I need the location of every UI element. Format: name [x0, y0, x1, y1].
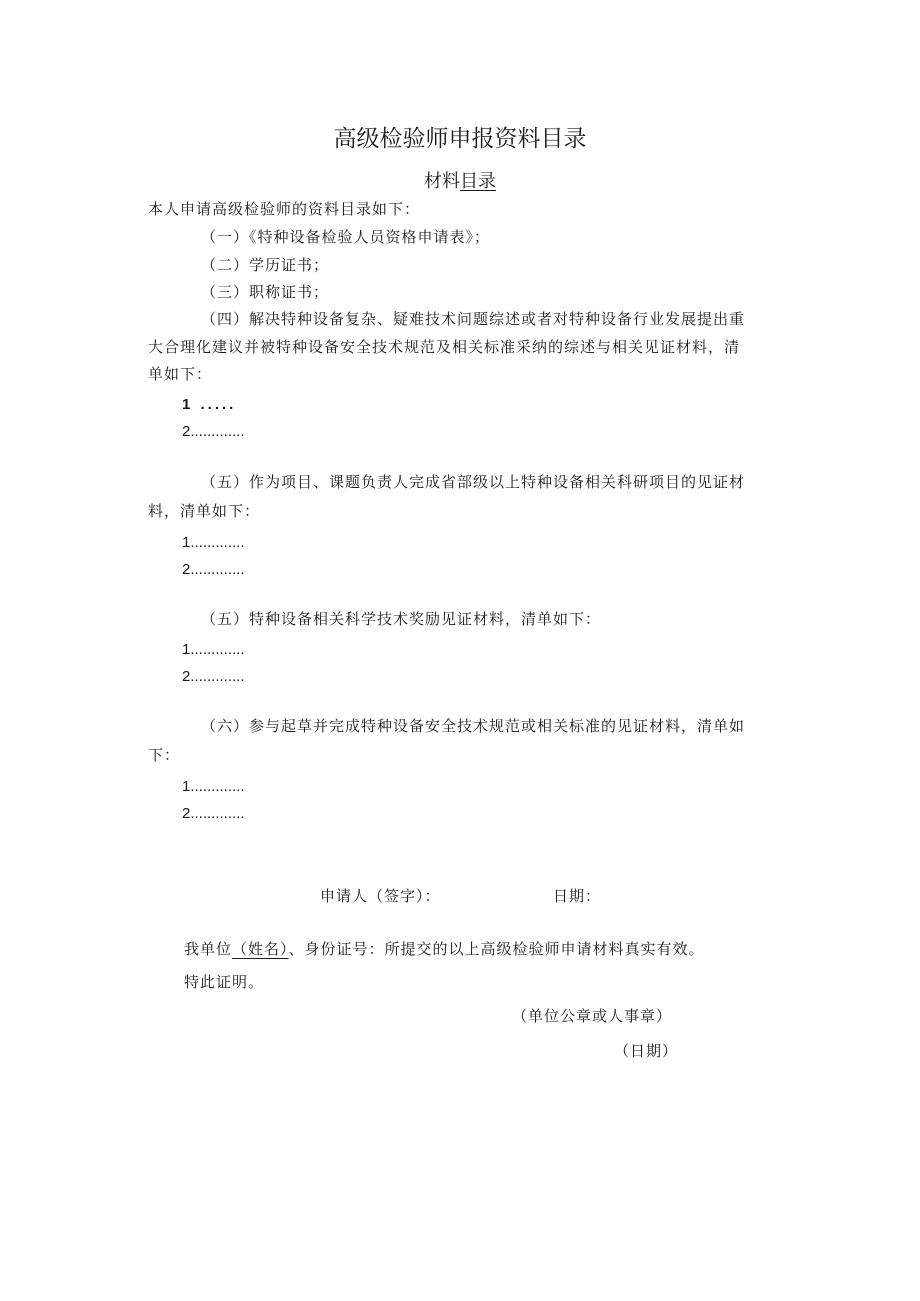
item-5a-line-2: 料，清单如下：	[148, 502, 261, 520]
item-2: （二）学历证书；	[201, 256, 330, 274]
certification-statement	[184, 939, 705, 959]
subtitle-underlined: 目录	[460, 171, 496, 192]
name-field: （姓名）	[232, 940, 289, 958]
item-4-line-1: （四）解决特种设备复杂、疑难技术问题综述或者对特种设备行业发展提出重	[201, 310, 746, 328]
certification-date-label: （日期）	[614, 1042, 679, 1060]
item-4-list-2: 2.............	[182, 423, 245, 440]
item-5a-list-2: 2.............	[182, 561, 245, 578]
document-subtitle	[0, 170, 920, 194]
item-6-line-2: 下：	[148, 746, 181, 764]
item-3: （三）职称证书；	[201, 283, 330, 301]
item-5a-line-1: （五）作为项目、课题负责人完成省部级以上特种设备相关科研项目的见证材	[201, 473, 746, 491]
item-6-list-1: 1.............	[182, 778, 245, 795]
subtitle-prefix: 材料	[424, 171, 460, 192]
signature-date-label: 日期：	[553, 887, 602, 905]
unit-seal-label: （单位公章或人事章）	[512, 1007, 673, 1025]
applicant-signature-label: 申请人（签字）：	[320, 887, 441, 905]
certification-suffix: 、身份证号：所提交的以上高级检验师申请材料真实有效。	[288, 940, 705, 958]
item-5b-list-1: 1.............	[182, 641, 245, 658]
item-4-list-1: 1 .....	[182, 396, 237, 413]
item-1: （一）《特种设备检验人员资格申请表》；	[201, 228, 491, 246]
item-5a-list-1: 1.............	[182, 534, 245, 551]
item-4-line-3: 单如下：	[148, 365, 213, 383]
item-5b: （五）特种设备相关科学技术奖励见证材料，清单如下：	[201, 610, 602, 628]
certification-closing: 特此证明。	[184, 973, 265, 991]
certification-prefix: 我单位	[184, 940, 233, 958]
item-5b-list-2: 2.............	[182, 668, 245, 685]
item-6-line-1: （六）参与起草并完成特种设备安全技术规范或相关标准的见证材料，清单如	[201, 717, 746, 735]
item-4-line-2: 大合理化建议并被特种设备安全技术规范及相关标准采纳的综述与相关见证材料，清	[148, 338, 741, 356]
document-title: 高级检验师申报资料目录	[333, 126, 587, 152]
item-6-list-2: 2.............	[182, 805, 245, 822]
intro-text: 本人申请高级检验师的资料目录如下：	[148, 200, 421, 218]
